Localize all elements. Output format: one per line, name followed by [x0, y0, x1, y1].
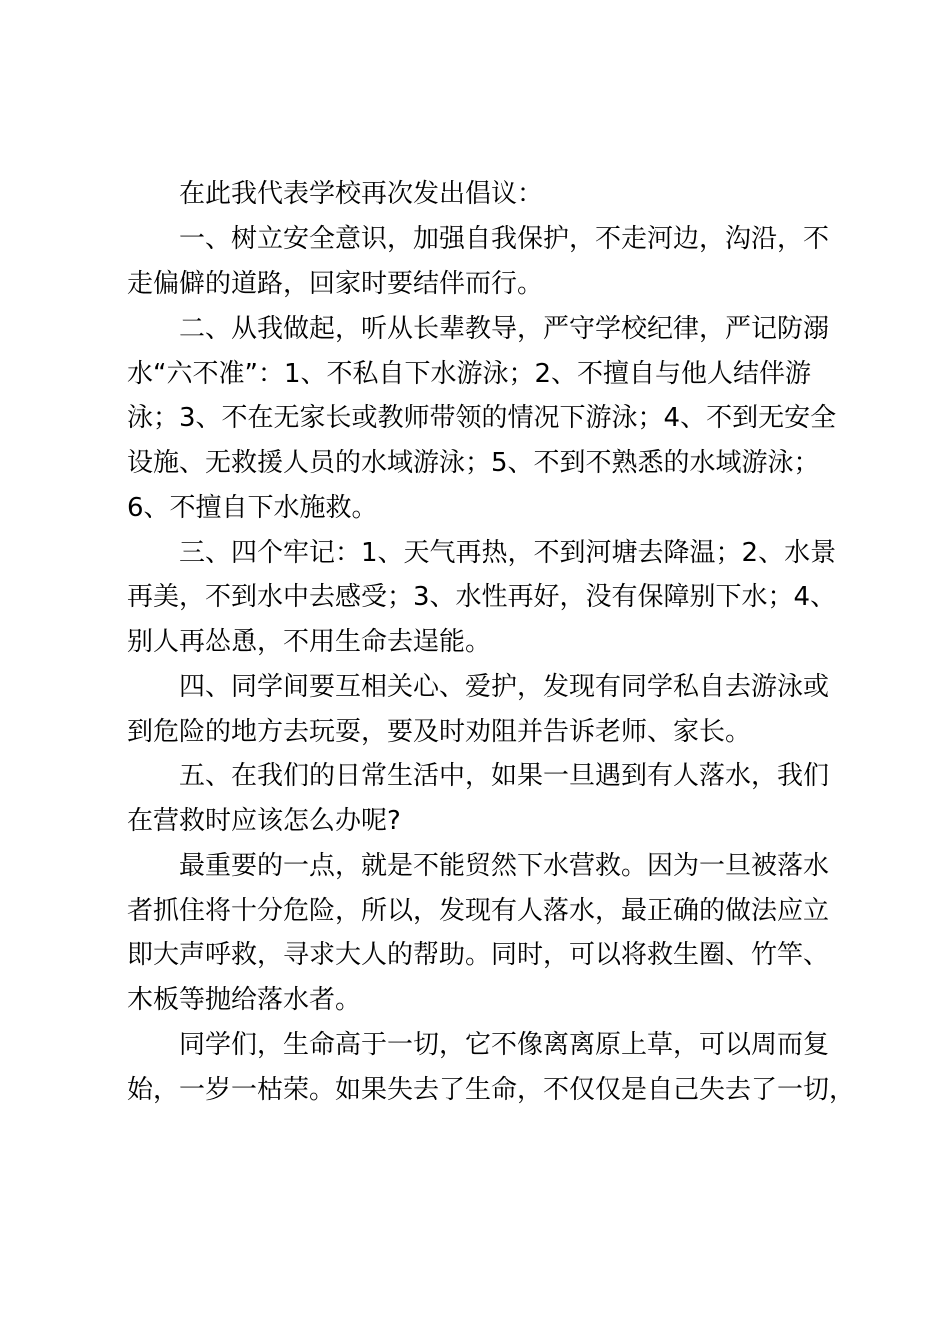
closing-line-2: 始，一岁一枯荣。如果失去了生命，不仅仅是自己失去了一切， — [127, 1075, 856, 1105]
item-five-line-1: 五、在我们的日常生活中，如果一旦遇到有人落水，我们 — [179, 761, 830, 791]
item-two-line-1: 二、从我做起，听从长辈教导，严守学校纪律，严记防溺 — [179, 314, 830, 344]
closing-line-1: 同学们，生命高于一切，它不像离离原上草，可以周而复 — [179, 1030, 830, 1060]
item-four-line-1: 四、同学间要互相关心、爱护，发现有同学私自去游泳或 — [179, 672, 830, 702]
proposal-intro: 在此我代表学校再次发出倡议： — [179, 179, 544, 209]
rescue-advice-line-3: 即大声呼救，寻求大人的帮助。同时，可以将救生圈、竹竿、 — [127, 940, 830, 970]
rescue-advice-line-4: 木板等抛给落水者。 — [127, 985, 362, 1015]
item-one-line-1: 一、树立安全意识，加强自我保护，不走河边，沟沿，不 — [179, 224, 830, 254]
item-five-line-2: 在营救时应该怎么办呢? — [127, 806, 401, 836]
item-three-line-1: 三、四个牢记：1、天气再热，不到河塘去降温；2、水景 — [179, 538, 837, 568]
item-two-line-2: 水“六不准”：1、不私自下水游泳；2、不擅自与他人结伴游 — [127, 359, 812, 389]
item-three-line-2: 再美，不到水中去感受；3、水性再好，没有保障别下水；4、 — [127, 582, 837, 612]
item-one-line-2: 走偏僻的道路，回家时要结伴而行。 — [127, 269, 544, 299]
item-two-line-5: 6、不擅自下水施救。 — [127, 493, 378, 523]
item-four-line-2: 到危险的地方去玩耍，要及时劝阻并告诉老师、家长。 — [127, 717, 752, 747]
item-two-line-3: 泳；3、不在无家长或教师带领的情况下游泳；4、不到无安全 — [127, 403, 837, 433]
item-two-line-4: 设施、无救援人员的水域游泳；5、不到不熟悉的水域游泳； — [127, 448, 820, 478]
rescue-advice-line-1: 最重要的一点，就是不能贸然下水营救。因为一旦被落水 — [179, 851, 830, 881]
item-three-line-3: 别人再怂恿，不用生命去逞能。 — [127, 627, 492, 657]
rescue-advice-line-2: 者抓住将十分危险，所以，发现有人落水，最正确的做法应立 — [127, 896, 830, 926]
